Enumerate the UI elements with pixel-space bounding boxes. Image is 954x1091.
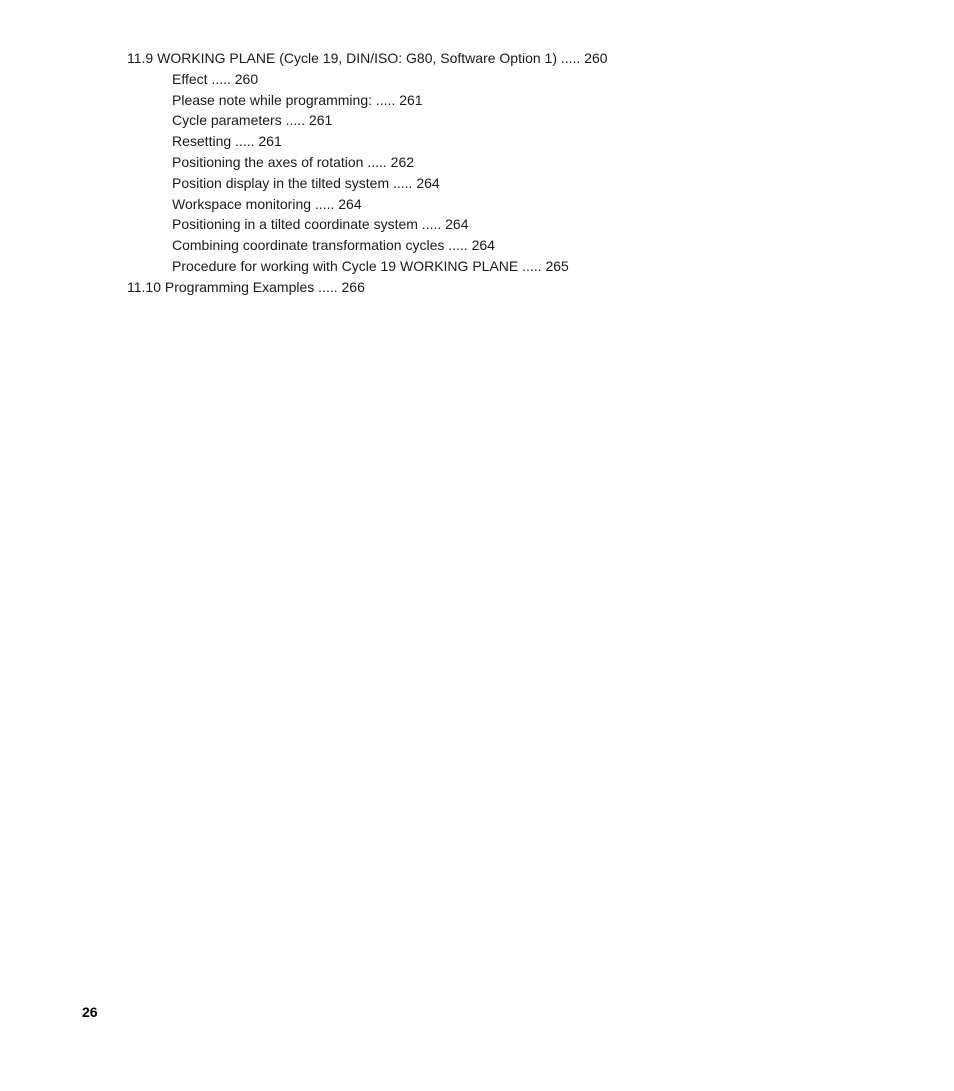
- toc-item-cycle-parameters: Cycle parameters ..... 261: [172, 112, 333, 129]
- toc-item-procedure: Procedure for working with Cycle 19 WORKING PLANE ..... 265: [172, 257, 569, 274]
- toc-item-positioning-tilted: Positioning in a tilted coordinate system ..... 264: [172, 216, 469, 233]
- toc-item-combining-cycles: Combining coordinate transformation cycles ..... 264: [172, 237, 495, 254]
- page-number: 26: [82, 1004, 98, 1020]
- table-of-contents: [127, 48, 608, 298]
- toc-item-position-display: Position display in the tilted system ..... 264: [172, 174, 440, 191]
- toc-item-workspace-monitoring: Workspace monitoring ..... 264: [172, 195, 362, 212]
- toc-item-resetting: Resetting ..... 261: [172, 133, 282, 150]
- toc-item-please-note: Please note while programming: ..... 261: [172, 91, 423, 108]
- toc-section-11-10: 11.10 Programming Examples ..... 266: [127, 278, 365, 295]
- toc-item-positioning-axes: Positioning the axes of rotation ..... 262: [172, 153, 415, 170]
- toc-item-effect: Effect ..... 260: [172, 70, 259, 87]
- toc-section-11-9: 11.9 WORKING PLANE (Cycle 19, DIN/ISO: G80, Software Option 1) ..... 260: [127, 50, 608, 66]
